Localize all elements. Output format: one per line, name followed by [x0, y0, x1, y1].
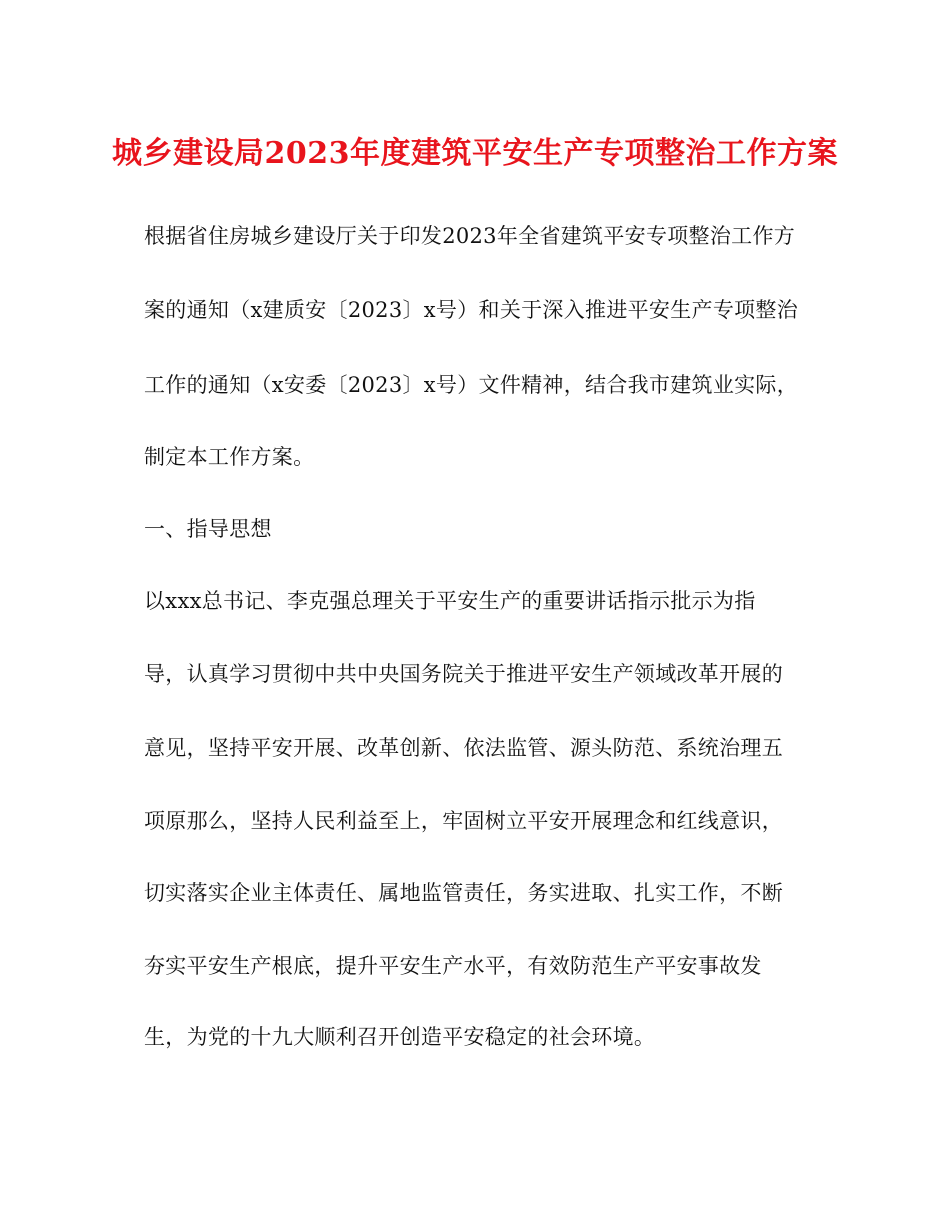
body-line: 生，为党的十九大顺利召开创造平安稳定的社会环境。	[144, 1025, 656, 1049]
section-heading: 一、指导思想	[144, 517, 272, 541]
body-line: 以xxx总书记、李克强总理关于平安生产的重要讲话指示批示为指	[144, 589, 756, 613]
body-line: 项原那么，坚持人民利益至上，牢固树立平安开展理念和红线意识，	[144, 809, 783, 833]
body-line: 导，认真学习贯彻中共中央国务院关于推进平安生产领域改革开展的	[144, 662, 783, 686]
document-title: 城乡建设局2023年度建筑平安生产专项整治工作方案	[112, 136, 838, 171]
body-line: 夯实平安生产根底，提升平安生产水平，有效防范生产平安事故发	[144, 954, 762, 978]
intro-line: 制定本工作方案。	[144, 445, 315, 469]
intro-line: 根据省住房城乡建设厅关于印发2023年全省建筑平安专项整治工作方	[144, 224, 796, 248]
body-line: 意见，坚持平安开展、改革创新、依法监管、源头防范、系统治理五	[144, 736, 783, 760]
intro-line: 案的通知（x建质安〔2023〕x号）和关于深入推进平安生产专项整治	[144, 298, 799, 322]
body-line: 切实落实企业主体责任、属地监管责任，务实进取、扎实工作，不断	[144, 881, 783, 905]
intro-line: 工作的通知（x安委〔2023〕x号）文件精神，结合我市建筑业实际，	[144, 373, 799, 397]
